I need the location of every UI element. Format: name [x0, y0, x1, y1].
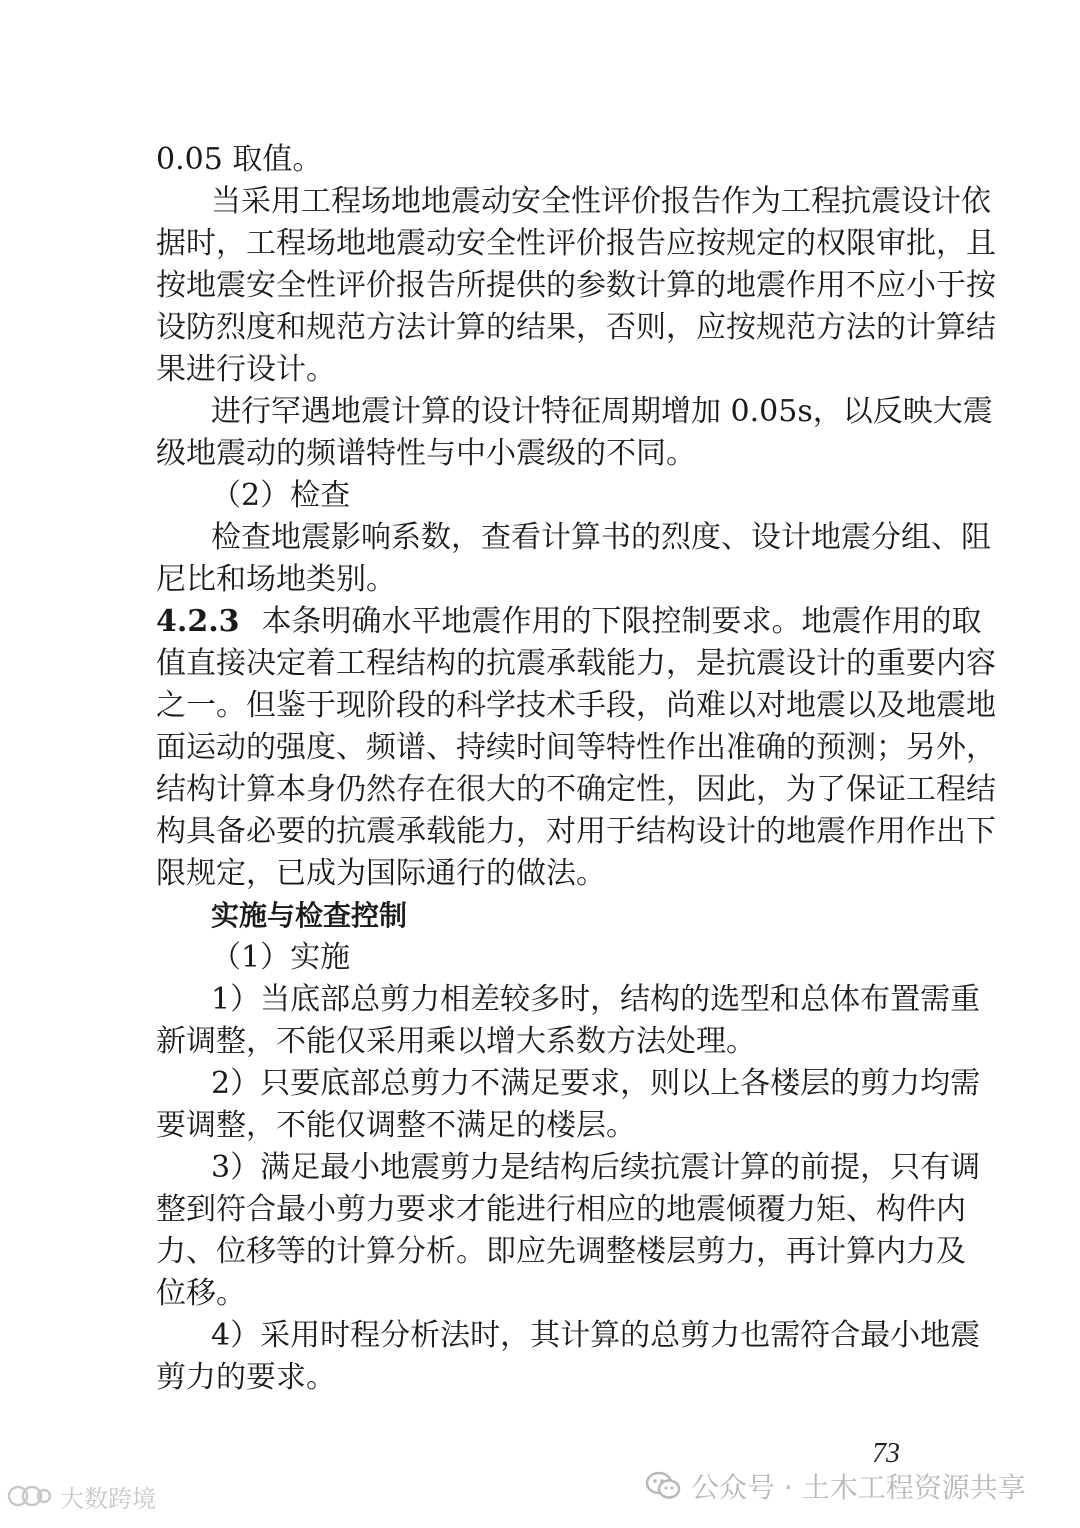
text-line: 果进行设计。 — [156, 352, 336, 387]
text-line: 0.05 取值。 — [156, 142, 323, 177]
list-item-line: 整到符合最小剪力要求才能进行相应的地震倾覆力矩、构件内 — [156, 1192, 966, 1227]
list-item-line: 1）当底部总剪力相差较多时，结构的选型和总体布置需重 — [211, 982, 981, 1017]
page-number: 73 — [872, 1438, 900, 1469]
text-line: （1）实施 — [211, 940, 351, 975]
watermark-text: 公众号 · 土木工程资源共享 — [691, 1471, 1026, 1504]
list-item-line: 2）只要底部总剪力不满足要求，则以上各楼层的剪力均需 — [211, 1066, 981, 1101]
text-line: 进行罕遇地震计算的设计特征周期增加 0.05s，以反映大震 — [211, 394, 993, 429]
watermark-account — [645, 1466, 1026, 1506]
text-line: 构具备必要的抗震承载能力，对用于结构设计的地震作用作出下 — [156, 814, 996, 849]
list-item-line: 剪力的要求。 — [156, 1360, 336, 1395]
text-line: 当采用工程场地地震动安全性评价报告作为工程抗震设计依 — [211, 184, 991, 219]
list-item-line: 3）满足最小地震剪力是结构后续抗震计算的前提，只有调 — [211, 1150, 981, 1185]
list-item-line: 力、位移等的计算分析。即应先调整楼层剪力，再计算内力及 — [156, 1234, 966, 1269]
list-item-line: 4）采用时程分析法时，其计算的总剪力也需符合最小地震 — [211, 1318, 981, 1353]
text-line: 级地震动的频谱特性与中小震级的不同。 — [156, 436, 696, 471]
section-number: 4.2.3 — [156, 604, 240, 639]
text-line: 面运动的强度、频谱、持续时间等特性作出准确的预测；另外， — [156, 730, 996, 765]
text-line: 本条明确水平地震作用的下限控制要求。地震作用的取 — [261, 604, 982, 639]
text-line: （2）检查 — [211, 478, 351, 513]
watermark-text: 大数跨境 — [60, 1484, 156, 1513]
list-item-line: 新调整，不能仅采用乘以增大系数方法处理。 — [156, 1024, 756, 1059]
text-line: 按地震安全性评价报告所提供的参数计算的地震作用不应小于按 — [156, 268, 996, 303]
text-line: 检查地震影响系数，查看计算书的烈度、设计地震分组、阻 — [211, 520, 991, 555]
brand-logo-icon — [6, 1481, 54, 1511]
text-line: 据时，工程场地地震动安全性评价报告应按规定的权限审批，且 — [156, 226, 996, 261]
watermark-brand — [6, 1478, 156, 1514]
text-line: 值直接决定着工程结构的抗震承载能力，是抗震设计的重要内容 — [156, 646, 996, 681]
wechat-icon — [645, 1470, 681, 1502]
text-line: 结构计算本身仍然存在很大的不确定性，因此，为了保证工程结 — [156, 772, 996, 807]
text-line: 之一。但鉴于现阶段的科学技术手段，尚难以对地震以及地震地 — [156, 688, 996, 723]
list-item-line: 要调整，不能仅调整不满足的楼层。 — [156, 1108, 636, 1143]
text-line: 设防烈度和规范方法计算的结果，否则，应按规范方法的计算结 — [156, 310, 996, 345]
list-item-line: 位移。 — [156, 1276, 246, 1311]
subsection-heading: 实施与检查控制 — [211, 899, 408, 932]
text-line: 限规定，已成为国际通行的做法。 — [156, 856, 606, 891]
section-first-line — [156, 601, 982, 643]
text-line: 尼比和场地类别。 — [156, 562, 396, 597]
